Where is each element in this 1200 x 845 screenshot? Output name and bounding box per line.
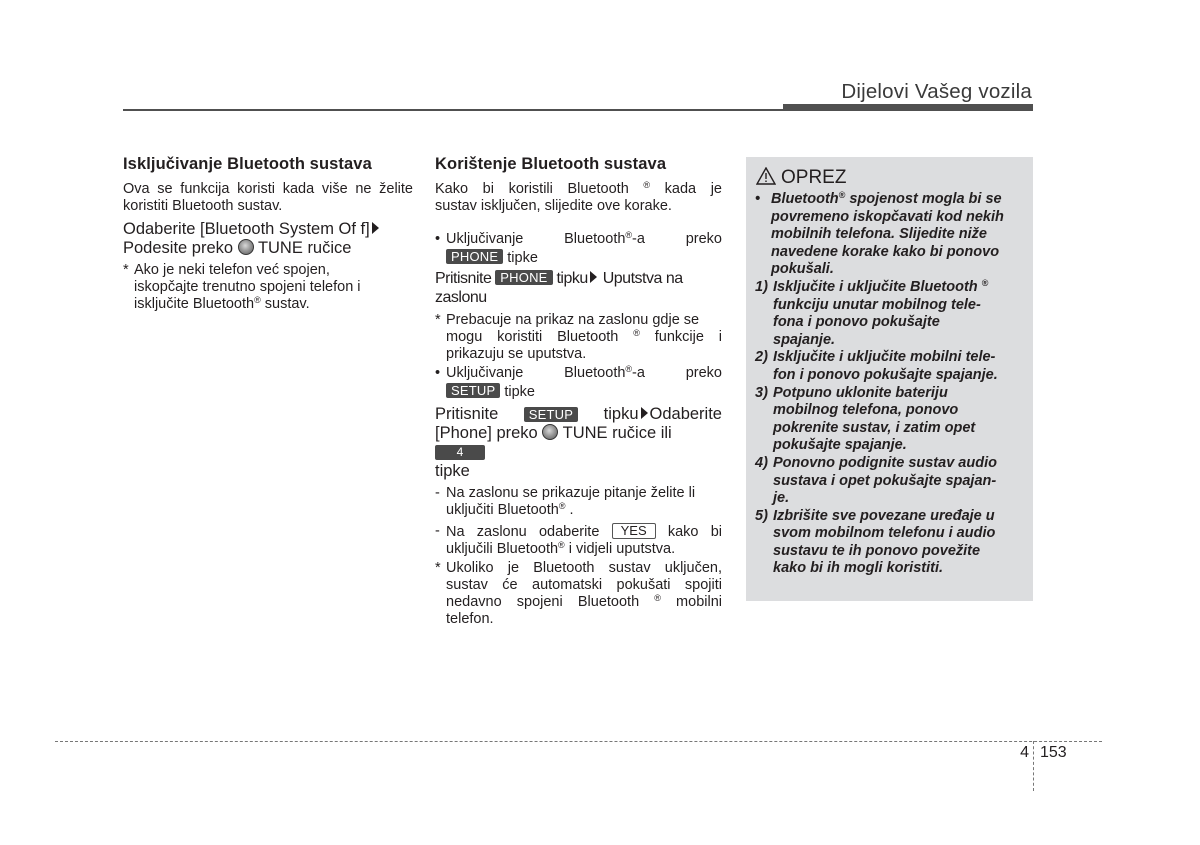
caution-box [746,157,1033,601]
footer-divider [1033,741,1034,791]
step-number: 1) [755,278,768,295]
registered-mark: ® [625,364,633,374]
caution-line: kako bi ih mogli koristiti. [773,560,943,577]
note-line: Prebacuje na prikaz na zaslonu gdje se [446,312,700,328]
caution-heading [756,167,846,189]
caution-line: funkciju unutar mobilnog tele- [773,296,981,313]
registered-mark: ® [981,277,989,288]
caution-line: sustavu te ih ponovo povežite [773,542,981,559]
bullet-setup [435,365,722,401]
bullet-line [446,365,722,382]
arrow-right-icon [641,407,648,419]
bullet-text: Uključivanje Bluetooth [446,231,626,247]
bullet-mark: • [435,231,441,247]
header-rule-thick [783,104,1033,111]
section-heading: Isključivanje Bluetooth sustava [123,155,372,173]
dash-text: uključili Bluetooth [446,541,559,557]
instruction-segment [604,405,722,424]
instruction-text: Uputstva na [598,270,683,287]
instruction-text: tipku [552,270,588,287]
note-text: funkcije i [639,329,722,345]
tune-knob-icon [238,239,254,255]
caution-line: fona i ponovo pokušajte [773,314,940,331]
dash-text: . [565,502,574,518]
caution-line: svom mobilnom telefonu i audio [773,525,996,542]
note [123,262,413,313]
intro-line: sustav isključen, slijedite ove korake. [435,198,672,214]
bullet-mark: • [435,365,441,381]
intro-line: Ova se funkcija koristi kada više ne želite [123,181,413,197]
caution-step [755,349,1025,384]
registered-mark: ® [643,180,651,190]
caution-step [755,455,1025,508]
dash-line: Na zaslonu se prikazuje pitanje želite li [446,485,696,501]
bullet-text: tipke [500,384,536,400]
caution-line: spajanje. [773,331,836,348]
bullet-text: -a preko [632,231,722,247]
dash-line [446,523,722,541]
note-text: mogu koristiti Bluetooth [446,329,634,345]
section-heading: Korištenje Bluetooth sustava [435,155,667,173]
registered-mark: ® [838,190,846,200]
intro-text: kada je [650,181,722,197]
page-header-title: Dijelovi Vašeg vozila [841,80,1032,103]
instruction-text: Pritisnite [435,270,496,287]
note-line [446,329,722,346]
instruction-text: Podesite preko [123,239,238,257]
note-text: mobilni [660,594,722,610]
tune-knob-icon [542,424,558,440]
dash-text: uključiti Bluetooth [446,502,559,518]
note-line: sustav će automatski pokušati spojiti [446,577,722,593]
instruction-text: tipku [603,405,639,423]
asterisk-mark: * [435,312,441,328]
step-number: 4) [755,454,768,471]
section-use-bluetooth [435,154,722,628]
instruction-text: TUNE ručice [253,239,352,257]
dash-line [446,502,722,519]
note-line: Ako je neki telefon već spojen, [134,262,330,278]
registered-mark: ® [654,593,661,603]
instruction-line: zaslonu [435,289,487,306]
caution-bullet [755,191,1025,279]
caution-line [771,191,1025,209]
note [435,312,722,363]
dash-mark: - [435,485,440,501]
intro-text: Kako bi koristili Bluetooth [435,181,644,197]
bullet-line [446,249,722,267]
instruction-text: Odaberite [649,405,722,423]
chapter-number: 4 [1020,744,1029,761]
note-text: nedavno spojeni Bluetooth [446,594,655,610]
caution-line: Ponovno podignite sustav audio [773,454,997,471]
dash-item [435,485,722,519]
caution-text: spojenost mogla bi se [845,191,1002,207]
setup-button-label: SETUP [446,383,500,398]
caution-text: Bluetooth [771,191,839,207]
bullet-phone [435,231,722,267]
note-line: telefon. [446,611,494,627]
bullet-text: Uključivanje Bluetooth [446,365,626,381]
note-line [446,594,722,611]
yes-button-label: YES [612,523,656,539]
phone-button-label: PHONE [446,249,503,264]
bullet-text: tipke [503,250,538,266]
caution-line: Isključite i uključite mobilni tele- [773,349,996,366]
note-text: isključite Bluetooth [134,296,255,312]
instruction-line: tipke [435,462,470,480]
arrow-right-icon [590,271,597,283]
step-number: 2) [755,349,768,366]
asterisk-mark: * [435,560,441,576]
caution-line: mobilnih telefona. Slijedite niže [771,226,987,243]
caution-line: je. [773,490,790,507]
bullet-mark: • [755,191,761,207]
step-number: 3) [755,384,768,401]
dash-text: Na zaslonu odaberite [446,524,612,540]
note-line: Ukoliko je Bluetooth sustav uključen, [446,560,722,576]
note-text: sustav. [260,296,310,312]
setup-button-label: SETUP [524,407,578,422]
caution-line: fon i ponovo pokušajte spajanje. [773,366,998,383]
dash-item [435,523,722,558]
caution-line [773,279,1025,297]
caution-line: mobilnog telefona, ponovo [773,402,959,419]
instruction-line [435,270,722,287]
note-line: prikazuju se uputstva. [446,346,587,362]
intro-line [435,181,722,198]
instruction-line [435,405,722,424]
registered-mark: ® [254,295,261,305]
instruction-line [435,424,722,462]
dash-mark: - [435,523,440,539]
bullet-line [446,383,722,401]
registered-mark: ® [625,230,633,240]
step-number: 5) [755,507,768,524]
caution-line: pokrenite sustav, i zatim opet [773,419,976,436]
caution-step [755,279,1025,349]
caution-line: pokušajte spajanje. [773,437,907,454]
registered-mark: ® [558,540,565,550]
intro-line: koristiti Bluetooth sustav. [123,198,283,214]
page-number: 153 [1040,744,1067,761]
header-rule [123,109,783,111]
instruction-text: [Phone] preko [435,424,543,442]
caution-line: Izbrišite sve povezane uređaje u [773,507,995,524]
caution-line: Potpuno uklonite bateriju [773,384,948,401]
bullet-text: -a preko [632,365,722,381]
caution-step [755,508,1025,578]
instruction-line [123,220,413,239]
instruction-text: Odaberite [Bluetooth System Of f] [123,220,370,238]
caution-body [755,191,1025,578]
caution-line: pokušali. [771,261,834,278]
caution-step [755,385,1025,455]
asterisk-mark: * [123,262,129,278]
caution-line: sustava i opet pokušajte spajan- [773,472,997,489]
caution-line: navedene korake kako bi ponovo [771,243,1000,260]
dash-line [446,541,722,558]
warning-triangle-icon [756,167,781,188]
instruction-text: Pritisnite [435,405,499,423]
footer-rule [55,741,1102,742]
dash-text: kako bi [655,524,722,540]
phone-button-label: PHONE [495,270,552,285]
note [435,560,722,628]
note-line: iskopčajte trenutno spojeni telefon i [134,279,361,295]
caution-line: povremeno iskopčavati kod nekih [771,208,1004,225]
preset-4-button-label: 4 [435,445,485,460]
registered-mark: ® [558,501,566,511]
arrow-right-icon [372,222,379,234]
bullet-line [446,231,722,248]
note-line [134,296,413,313]
instruction-line [123,239,413,258]
registered-mark: ® [633,328,640,338]
caution-title: OPREZ [781,167,847,188]
dash-text: i vidjeli uputstva. [564,541,676,557]
caution-text: Isključite i uključite Bluetooth [773,278,982,295]
instruction-text: TUNE ručice ili [558,424,672,442]
section-disable-bluetooth [123,154,413,313]
